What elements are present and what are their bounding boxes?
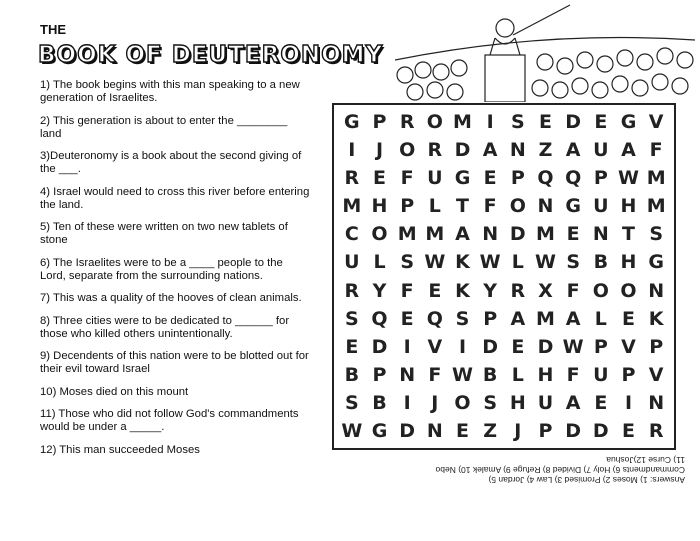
grid-letter[interactable]: F bbox=[400, 167, 414, 190]
grid-letter[interactable]: F bbox=[400, 279, 414, 302]
grid-letter[interactable]: L bbox=[373, 251, 386, 274]
grid-letter[interactable]: E bbox=[511, 335, 525, 358]
grid-letter[interactable]: E bbox=[456, 419, 469, 442]
grid-letter[interactable]: L bbox=[511, 363, 524, 386]
grid-letter[interactable]: J bbox=[431, 391, 439, 414]
grid-letter[interactable]: E bbox=[622, 307, 635, 330]
grid-letter[interactable]: O bbox=[371, 223, 388, 246]
clue-list bbox=[40, 79, 310, 466]
grid-letter[interactable]: D bbox=[565, 111, 582, 134]
grid-letter[interactable]: E bbox=[428, 279, 442, 302]
grid-letter[interactable]: W bbox=[535, 251, 556, 274]
grid-letter[interactable]: K bbox=[455, 279, 470, 302]
grid-letter[interactable]: O bbox=[509, 195, 526, 218]
grid-letter[interactable]: R bbox=[344, 279, 360, 302]
grid-letter[interactable]: N bbox=[592, 223, 609, 246]
grid-letter[interactable]: W bbox=[618, 167, 639, 190]
answer-key: Answers: 1) Moses 2) Promised 3) Law 4) Jordan 5) Commandments 6) Holy 7) Divided 8) Refuge 9) Amalek 10) Nebo 11) Curse 12)Joshua bbox=[435, 455, 685, 485]
grid-letter[interactable]: W bbox=[424, 251, 446, 274]
crowd-person bbox=[652, 74, 668, 90]
crowd-person bbox=[427, 82, 443, 98]
crowd-person bbox=[592, 82, 608, 98]
grid-letter[interactable]: S bbox=[510, 111, 525, 134]
clue-item: 11) Those who did not follow God's commandments would be under a _____. bbox=[40, 408, 299, 433]
grid-letter[interactable]: N bbox=[482, 223, 499, 246]
grid-letter[interactable]: M bbox=[342, 195, 362, 218]
grid-letter[interactable]: H bbox=[620, 195, 637, 218]
grid-letter[interactable]: S bbox=[649, 223, 663, 246]
grid-letter[interactable]: M bbox=[453, 111, 472, 134]
grid-letter[interactable]: U bbox=[593, 363, 609, 386]
grid-letter[interactable]: H bbox=[371, 195, 388, 218]
crowd-person bbox=[447, 84, 463, 100]
crowd-person bbox=[617, 50, 633, 66]
grid-letter[interactable]: U bbox=[593, 139, 609, 162]
grid-letter[interactable]: N bbox=[648, 391, 665, 414]
grid-letter[interactable]: U bbox=[344, 251, 360, 274]
grid-letter[interactable]: D bbox=[592, 419, 609, 442]
grid-letter[interactable]: V bbox=[648, 111, 664, 134]
grid-letter[interactable]: N bbox=[648, 279, 665, 302]
grid-letter[interactable]: G bbox=[371, 419, 388, 442]
grid-letter[interactable]: E bbox=[539, 111, 552, 134]
grid-letter[interactable]: F bbox=[566, 363, 580, 386]
crowd-person bbox=[451, 60, 467, 76]
grid-letter[interactable]: Z bbox=[483, 419, 498, 442]
grid-letter[interactable]: R bbox=[399, 111, 415, 134]
grid-letter[interactable]: Z bbox=[538, 139, 553, 162]
crowd-person bbox=[657, 48, 673, 64]
grid-letter[interactable]: W bbox=[479, 251, 501, 274]
grid-letter[interactable]: I bbox=[348, 139, 356, 162]
grid-letter[interactable]: C bbox=[344, 223, 359, 246]
grid-letter[interactable]: D bbox=[399, 419, 416, 442]
grid-letter[interactable]: L bbox=[594, 307, 607, 330]
clue-item: 3)Deuteronomy is a book about the second giving of the ___. bbox=[40, 150, 302, 175]
grid-letter[interactable]: F bbox=[566, 279, 580, 302]
grid-letter[interactable]: X bbox=[538, 279, 553, 302]
grid-letter[interactable]: T bbox=[456, 195, 469, 218]
crowd-person bbox=[672, 78, 688, 94]
grid-letter[interactable]: P bbox=[621, 363, 636, 386]
crowd-person bbox=[552, 82, 568, 98]
grid-letter[interactable]: J bbox=[375, 139, 384, 162]
grid-letter[interactable]: I bbox=[458, 335, 467, 358]
crowd-person bbox=[637, 54, 653, 70]
grid-letter[interactable]: O bbox=[620, 279, 637, 302]
grid-letter[interactable]: D bbox=[371, 335, 388, 358]
crowd-person bbox=[433, 64, 449, 80]
crowd-person bbox=[632, 80, 648, 96]
grid-letter[interactable]: E bbox=[594, 111, 608, 134]
grid-letter[interactable]: S bbox=[400, 251, 414, 274]
crowd-person bbox=[537, 54, 553, 70]
grid-letter[interactable]: H bbox=[537, 363, 554, 386]
grid-letter[interactable]: P bbox=[400, 195, 415, 218]
grid-letter[interactable]: I bbox=[403, 335, 411, 358]
grid-letter[interactable]: A bbox=[455, 223, 470, 246]
grid-letter[interactable]: W bbox=[562, 335, 584, 358]
grid-letter[interactable]: B bbox=[482, 363, 498, 386]
grid-letter[interactable]: D bbox=[509, 223, 526, 246]
grid-letter[interactable]: D bbox=[482, 335, 499, 358]
grid-letter[interactable]: E bbox=[566, 223, 580, 246]
crowd-person bbox=[532, 80, 548, 96]
grid-letter[interactable]: G bbox=[344, 111, 360, 134]
grid-letter[interactable]: B bbox=[344, 363, 360, 386]
grid-letter[interactable]: M bbox=[536, 223, 555, 246]
title-kicker: THE bbox=[40, 22, 66, 37]
grid-letter[interactable]: G bbox=[565, 195, 581, 218]
clue-item: 1) The book begins with this man speaking to a new generation of Israelites. bbox=[40, 79, 300, 104]
grid-letter[interactable]: B bbox=[593, 251, 609, 274]
crowd-person bbox=[597, 56, 613, 72]
grid-letter[interactable]: S bbox=[483, 391, 497, 414]
grid-letter[interactable]: A bbox=[510, 307, 526, 330]
grid-letter[interactable]: D bbox=[537, 335, 554, 358]
grid-letter[interactable]: I bbox=[624, 391, 633, 414]
grid-letter[interactable]: W bbox=[452, 363, 473, 386]
grid-letter[interactable]: A bbox=[621, 139, 636, 162]
grid-letter[interactable]: N bbox=[537, 195, 554, 218]
grid-letter[interactable]: P bbox=[483, 307, 498, 330]
crowd-person bbox=[407, 84, 423, 100]
clue-item: 2) This generation is about to enter the ________ land bbox=[40, 114, 288, 140]
grid-letter[interactable]: Y bbox=[372, 279, 387, 302]
grid-letter[interactable]: Q bbox=[426, 307, 443, 330]
grid-letter[interactable]: E bbox=[400, 307, 414, 330]
grid-letter[interactable]: T bbox=[622, 223, 635, 246]
grid-letter[interactable]: O bbox=[454, 391, 471, 414]
grid-letter[interactable]: M bbox=[646, 167, 666, 190]
grid-letter[interactable]: A bbox=[565, 307, 581, 330]
grid-letter[interactable]: P bbox=[510, 167, 525, 190]
grid-letter[interactable]: S bbox=[566, 251, 580, 274]
grid-letter[interactable]: H bbox=[620, 251, 637, 274]
grid-letter[interactable]: L bbox=[428, 195, 441, 218]
grid-letter[interactable]: O bbox=[592, 279, 609, 302]
clue-item: 10) Moses died on this mount bbox=[40, 385, 189, 398]
grid-letter[interactable]: E bbox=[622, 419, 635, 442]
crowd-person bbox=[557, 58, 573, 74]
page-title: BOOK OF DEUTERONOMY bbox=[38, 42, 384, 68]
clue-item: 12) This man succeeded Moses bbox=[40, 443, 200, 456]
grid-letter[interactable]: P bbox=[593, 167, 608, 190]
grid-letter[interactable]: W bbox=[341, 419, 363, 442]
grid-letter[interactable]: F bbox=[428, 363, 442, 386]
grid-letter[interactable]: S bbox=[455, 307, 470, 330]
grid-letter[interactable]: I bbox=[403, 391, 411, 414]
grid-letter[interactable]: Q bbox=[537, 167, 554, 190]
grid-letter[interactable]: R bbox=[344, 167, 360, 190]
grid-letter[interactable]: U bbox=[593, 195, 609, 218]
clue-item: 8) Three cities were to be dedicated to ______ for those who killed others unintentionally. bbox=[40, 314, 290, 340]
grid-letter[interactable]: P bbox=[538, 419, 553, 442]
grid-letter[interactable]: D bbox=[454, 139, 471, 162]
grid-letter[interactable]: Q bbox=[565, 167, 582, 190]
grid-letter[interactable]: E bbox=[594, 391, 608, 414]
grid-letter[interactable]: B bbox=[372, 391, 387, 414]
crowd-person bbox=[397, 67, 413, 83]
grid-letter[interactable]: M bbox=[397, 223, 417, 246]
grid-letter[interactable]: O bbox=[399, 139, 416, 162]
word-search-grid[interactable] bbox=[332, 103, 676, 450]
grid-letter[interactable]: R bbox=[648, 419, 664, 442]
grid-letter[interactable]: M bbox=[646, 195, 666, 218]
grid-letter[interactable]: A bbox=[565, 139, 581, 162]
grid-letter[interactable]: E bbox=[373, 167, 386, 190]
grid-letter[interactable]: F bbox=[483, 195, 497, 218]
grid-letter[interactable]: N bbox=[509, 139, 526, 162]
grid-letter[interactable]: P bbox=[593, 335, 608, 358]
grid-letter[interactable]: P bbox=[649, 335, 664, 358]
grid-letter[interactable]: H bbox=[509, 391, 526, 414]
grid-letter[interactable]: G bbox=[648, 251, 664, 274]
crowd-person bbox=[572, 78, 588, 94]
clue-item: 6) The Israelites were to be a ____ people to the Lord, separate from the surrounding nations. bbox=[40, 256, 283, 282]
grid-letter[interactable]: S bbox=[344, 307, 359, 330]
moses-crowd-illustration bbox=[395, 0, 695, 102]
grid-letter[interactable]: K bbox=[455, 251, 470, 274]
grid-letter[interactable]: J bbox=[514, 419, 522, 442]
grid-letter[interactable]: U bbox=[537, 391, 554, 414]
grid-letter[interactable]: O bbox=[426, 111, 443, 134]
grid-letter[interactable]: V bbox=[427, 335, 443, 358]
grid-letter[interactable]: F bbox=[649, 139, 663, 162]
grid-letter[interactable]: I bbox=[486, 111, 494, 134]
clue-item: 5) Ten of these were written on two new tablets of stone bbox=[40, 221, 288, 246]
grid-letter[interactable]: A bbox=[565, 391, 581, 414]
clue-item: 7) This was a quality of the hooves of clean animals. bbox=[40, 292, 302, 304]
grid-letter[interactable]: U bbox=[427, 167, 443, 190]
grid-letter[interactable]: N bbox=[426, 419, 443, 442]
grid-letter[interactable]: G bbox=[620, 111, 637, 134]
grid-letter[interactable]: P bbox=[372, 363, 387, 386]
grid-letter[interactable]: V bbox=[621, 335, 636, 358]
grid-letter[interactable]: Q bbox=[371, 307, 388, 330]
grid-letter[interactable]: K bbox=[648, 307, 664, 330]
grid-letter[interactable]: A bbox=[482, 139, 498, 162]
grid-letter[interactable]: R bbox=[510, 279, 526, 302]
grid-letter[interactable]: V bbox=[648, 363, 664, 386]
crowd-person bbox=[677, 52, 693, 68]
grid-letter[interactable]: Y bbox=[483, 279, 498, 302]
grid-letter[interactable]: M bbox=[425, 223, 445, 246]
crowd-person bbox=[577, 52, 593, 68]
crowd-person bbox=[415, 62, 431, 78]
clue-item: 9) Decendents of this nation were to be blotted out for their evil toward Israel bbox=[40, 350, 309, 375]
grid-letter[interactable]: S bbox=[344, 391, 359, 414]
grid-letter[interactable]: D bbox=[565, 419, 582, 442]
grid-letter[interactable]: E bbox=[345, 335, 359, 358]
grid-letter[interactable]: L bbox=[511, 251, 524, 274]
grid-letter[interactable]: M bbox=[536, 307, 555, 330]
crowd-person bbox=[612, 76, 628, 92]
grid-letter[interactable]: N bbox=[399, 363, 416, 386]
grid-letter[interactable]: R bbox=[427, 139, 443, 162]
grid-letter[interactable]: E bbox=[483, 167, 497, 190]
grid-letter[interactable]: P bbox=[372, 111, 387, 134]
clue-item: 4) Israel would need to cross this river before entering the land. bbox=[40, 185, 310, 211]
grid-letter[interactable]: G bbox=[454, 167, 471, 190]
